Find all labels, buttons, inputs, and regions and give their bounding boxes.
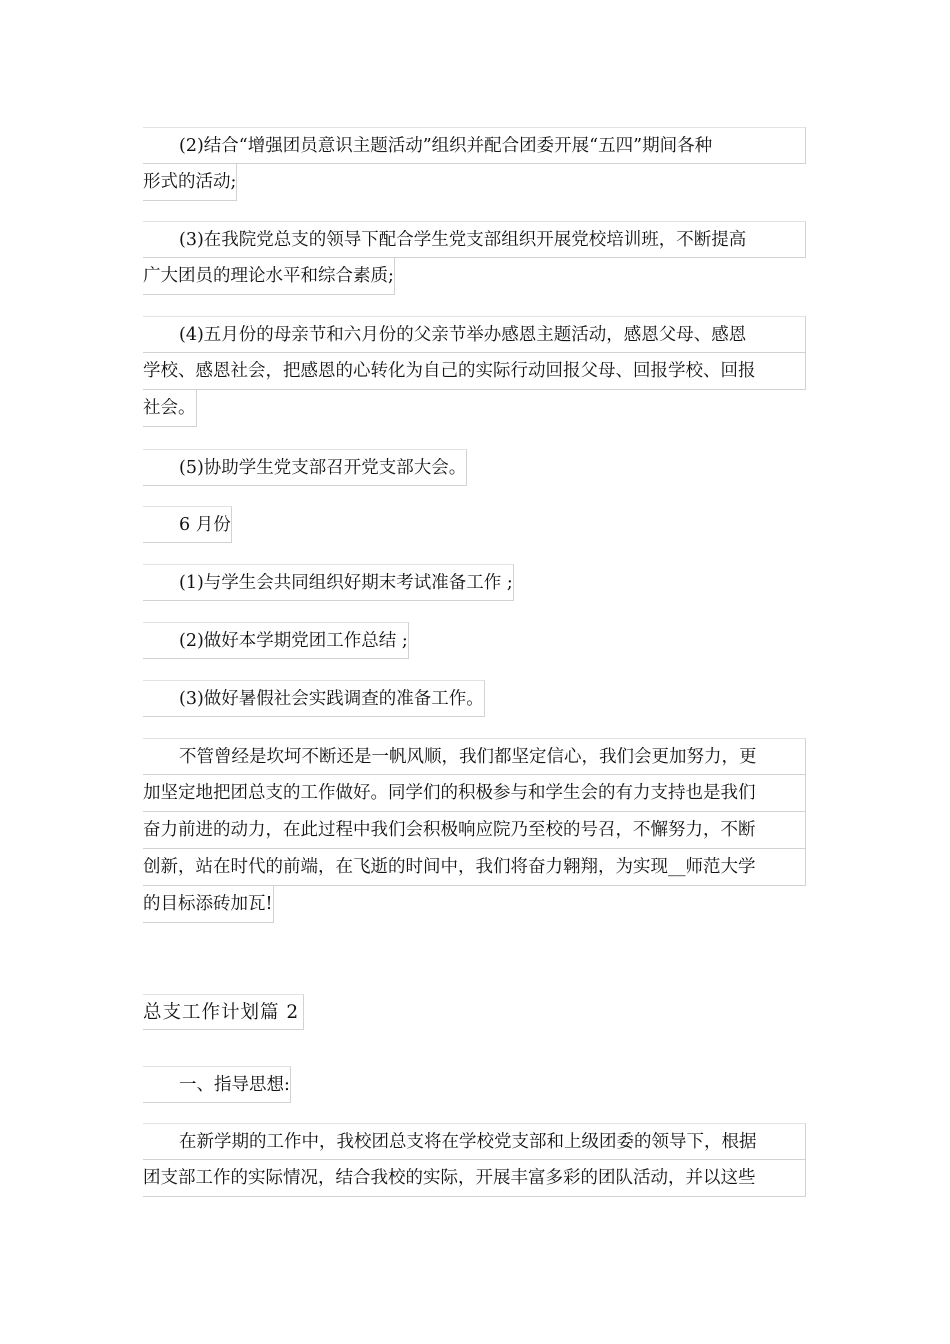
paragraph-line: 形式的活动; (143, 164, 237, 201)
paragraph-line: 加坚定地把团总支的工作做好。同学们的积极参与和学生会的有力支持也是我们 (143, 775, 806, 812)
paragraph-item-3-party-school (143, 221, 806, 299)
paragraph-line: 广大团员的理论水平和综合素质; (143, 258, 395, 295)
paragraph-line: (2)结合“增强团员意识主题活动”组织并配合团委开展“五四”期间各种 (143, 127, 806, 164)
paragraph-june-item-3 (143, 680, 806, 721)
paragraph-line: 团支部工作的实际情况，结合我校的实际，开展丰富多彩的团队活动，并以这些 (143, 1160, 806, 1197)
paragraph-line: 不管曾经是坎坷不断还是一帆风顺，我们都坚定信心，我们会更加努力，更 (143, 738, 806, 775)
paragraph-june-item-2 (143, 622, 806, 663)
paragraph-line: 一、指导思想: (143, 1066, 291, 1103)
paragraph-line: 6 月份 (143, 506, 232, 543)
paragraph-line: 奋力前进的动力，在此过程中我们会积极响应院乃至校的号召，不懈努力，不断 (143, 812, 806, 849)
paragraph-line: (3)在我院党总支的领导下配合学生党支部组织开展党校培训班，不断提高 (143, 221, 806, 258)
paragraph-guiding-thought (143, 1123, 806, 1197)
month-heading-june (143, 506, 806, 547)
paragraph-guiding-thought-title (143, 1066, 806, 1107)
paragraph-line: (4)五月份的母亲节和六月份的父亲节举办感恩主题活动，感恩父母、感恩 (143, 316, 806, 353)
paragraph-line: 学校、感恩社会，把感恩的心转化为自己的实际行动回报父母、回报学校、回报 (143, 353, 806, 390)
paragraph-line: (5)协助学生党支部召开党支部大会。 (143, 449, 467, 486)
paragraph-line: 社会。 (143, 390, 197, 427)
paragraph-line: (2)做好本学期党团工作总结 ; (143, 622, 409, 659)
paragraph-item-2-activities (143, 127, 806, 205)
paragraph-line: (1)与学生会共同组织好期末考试准备工作 ; (143, 564, 514, 601)
paragraph-item-5-branch-meeting (143, 449, 806, 490)
paragraph-line: 创新，站在时代的前端，在飞逝的时间中，我们将奋力翱翔，为实现__师范大学 (143, 849, 806, 886)
paragraph-line: 的目标添砖加瓦! (143, 886, 274, 923)
paragraph-closing (143, 738, 806, 927)
section-heading: 总支工作计划篇 2 (143, 994, 304, 1030)
paragraph-item-4-gratitude (143, 316, 806, 431)
paragraph-line: 在新学期的工作中，我校团总支将在学校党支部和上级团委的领导下，根据 (143, 1123, 806, 1160)
paragraph-june-item-1 (143, 564, 806, 605)
paragraph-line: (3)做好暑假社会实践调查的准备工作。 (143, 680, 485, 717)
